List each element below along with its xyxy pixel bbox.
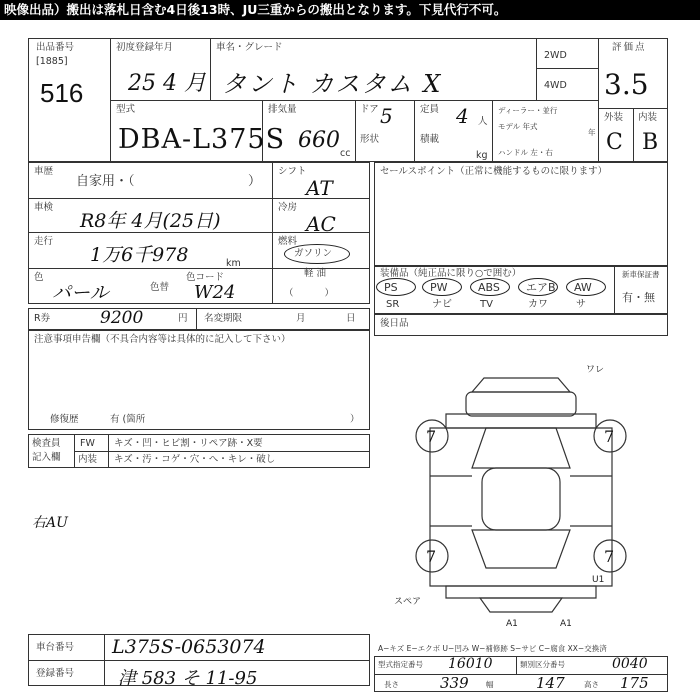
recycle-value: 9200	[100, 308, 144, 328]
equipment-item-bottom: サ	[576, 299, 586, 310]
fuel-other: （ ）	[284, 288, 349, 299]
color-code-value: W24	[194, 282, 236, 303]
capacity-value: 4	[456, 104, 469, 128]
aircon-value: AC	[306, 212, 336, 236]
header-banner: 映像出品）搬出は落札日含む4日後13時、JU三重からの搬出となります。下見代行不可。	[0, 0, 700, 20]
history-close: ）	[248, 174, 262, 189]
rating-int-label: 内装	[638, 112, 658, 123]
rating-score: 3.5	[604, 68, 649, 101]
load-label: 積載	[420, 134, 440, 145]
equipment-item-top: PW	[430, 281, 448, 294]
lot-code: [1885]	[36, 56, 68, 67]
notes-block	[28, 330, 370, 430]
handle-label: ハンドル 左・右	[498, 148, 553, 157]
dims-val-2: 0040	[612, 656, 648, 672]
rating-ext: C	[606, 130, 623, 155]
color-label: 色	[34, 272, 44, 283]
rating-int: B	[642, 130, 659, 155]
displacement-label: 排気量	[268, 104, 297, 115]
sales-block	[374, 162, 668, 266]
history-label: 車歴	[34, 166, 54, 177]
recycle-block	[28, 308, 370, 330]
rating-ext-label: 外装	[604, 112, 624, 123]
drive-2wd: 2WD	[544, 50, 567, 61]
notes-label: 注意事項申告欄（不具合内容等は具体的に記入して下さい）	[34, 334, 291, 345]
diagram-mark-2: 7	[604, 427, 615, 446]
fuel-light-oil: 軽 油	[304, 268, 327, 279]
equipment-item-top: エアB	[526, 281, 556, 294]
equipment-item-top: PS	[384, 281, 398, 294]
memo: 右AU	[32, 515, 68, 531]
dims-hgt-label: 高さ	[584, 680, 599, 689]
inspection-label: 車検	[34, 202, 54, 213]
first-reg-value: 25 4 月	[128, 71, 206, 96]
diagram-mark-3: 7	[426, 547, 437, 566]
damage-legend: A−キズ E−エクボ U−凹み W−補修跡 S−サビ C−腐食 XX−交換済	[378, 644, 607, 653]
equipment-item-bottom: ナビ	[432, 299, 452, 310]
shift-value: AT	[306, 176, 333, 200]
repaint-label: 色替	[150, 282, 170, 293]
dims-val-1: 16010	[448, 656, 493, 672]
dims-hgt: 175	[620, 674, 649, 692]
color-value: パール	[52, 282, 109, 304]
color-code-label: 色コード	[186, 272, 225, 283]
inspector-fw-items: キズ・凹・ヒビ割・リペア跡・X要	[114, 438, 263, 449]
lot-number: 516	[40, 78, 84, 108]
drive-4wd: 4WD	[544, 80, 567, 91]
repair-close: ）	[350, 414, 360, 425]
history-value: 自家用・（	[76, 174, 135, 189]
load-unit: kg	[476, 150, 488, 161]
dims-label-1: 型式指定番号	[378, 660, 423, 669]
model-label: 型式	[116, 104, 136, 115]
car-name-value: タント カスタム X	[222, 70, 443, 98]
sales-point-label: セールスポイント（正常に機能するものに限ります）	[380, 166, 608, 177]
transfer-label: 名変期限	[204, 313, 243, 324]
year-unit: 年	[588, 128, 596, 137]
inspector-fw: FW	[80, 438, 95, 449]
displacement-value: 660	[298, 128, 340, 153]
model-value: DBA-L375S	[118, 124, 286, 155]
shift-label: シフト	[278, 166, 307, 177]
equipment-item-top: AW	[574, 281, 592, 294]
warranty-value: 有・無	[622, 291, 655, 304]
shape-label: 形状	[360, 134, 380, 145]
diagram-bottom-2: A1	[560, 619, 572, 629]
dims-wid-label: 幅	[486, 680, 494, 689]
diagram-top-note: ワレ	[586, 365, 605, 375]
transfer-day: 日	[346, 313, 356, 324]
capacity-unit: 人	[478, 116, 488, 127]
car-damage-diagram	[374, 336, 668, 630]
fuel-label: 燃料	[278, 236, 298, 247]
repair-label: 修復歴	[50, 414, 79, 425]
equipment-item-bottom: カワ	[528, 299, 548, 310]
dims-len: 339	[440, 674, 469, 692]
chassis-label: 車台番号	[36, 642, 75, 653]
equipment-item-top: ABS	[478, 281, 500, 294]
doors-value: 5	[380, 104, 393, 128]
diagram-bottom-1: A1	[506, 619, 518, 629]
capacity-label: 定員	[420, 104, 440, 115]
equipment-item-bottom: SR	[386, 299, 400, 310]
inspector-label-1: 検査員	[32, 438, 61, 449]
mileage-value: 1万6千978	[90, 244, 189, 266]
reg-no-value: 津 583 そ 11-95	[118, 668, 258, 689]
diagram-mark-4: 7	[604, 547, 615, 566]
reg-no-label: 登録番号	[36, 668, 75, 679]
recycle-label: R券	[34, 313, 51, 324]
first-reg-label: 初度登録年月	[116, 42, 174, 53]
rear-items-block	[374, 314, 668, 336]
diagram-u1: U1	[592, 575, 605, 585]
inspector-in-items: キズ・汚・コゲ・穴・へ・キレ・破し	[114, 454, 276, 465]
dealer-label: ディーラー・並行	[498, 106, 558, 115]
doors-label: ドア	[360, 104, 379, 115]
warranty-label: 新車保証書	[622, 270, 660, 279]
recycle-unit: 円	[178, 313, 188, 324]
displacement-unit: cc	[340, 148, 351, 159]
fuel-value: ガソリン	[294, 248, 333, 259]
rating-label: 評価点	[612, 42, 647, 53]
inspector-naisou: 内装	[78, 454, 98, 465]
chassis-value: L375S-0653074	[112, 636, 266, 658]
transfer-month: 月	[296, 313, 306, 324]
dims-wid: 147	[536, 674, 565, 692]
rear-items-label: 後日品	[380, 318, 409, 329]
aircon-label: 冷房	[278, 202, 298, 213]
car-name-label: 車名・グレード	[216, 42, 283, 53]
inspector-label-2: 記入欄	[32, 452, 61, 463]
repair-value: 有 (箇所	[110, 414, 146, 425]
dims-len-label: 長さ	[384, 680, 399, 689]
inspection-value: R8年 4月(25日)	[80, 210, 221, 232]
model-year-label: モデル 年式	[498, 122, 538, 131]
mileage-unit: km	[226, 258, 241, 269]
equipment-item-bottom: TV	[480, 299, 493, 310]
mileage-label: 走行	[34, 236, 54, 247]
diagram-spare: スペア	[394, 597, 422, 607]
dims-label-2: 類別区分番号	[520, 660, 565, 669]
equipment-label: 装備品（純正品に限り○で囲む）	[380, 268, 522, 279]
diagram-mark-1: 7	[426, 427, 437, 446]
lot-label: 出品番号	[36, 42, 75, 53]
